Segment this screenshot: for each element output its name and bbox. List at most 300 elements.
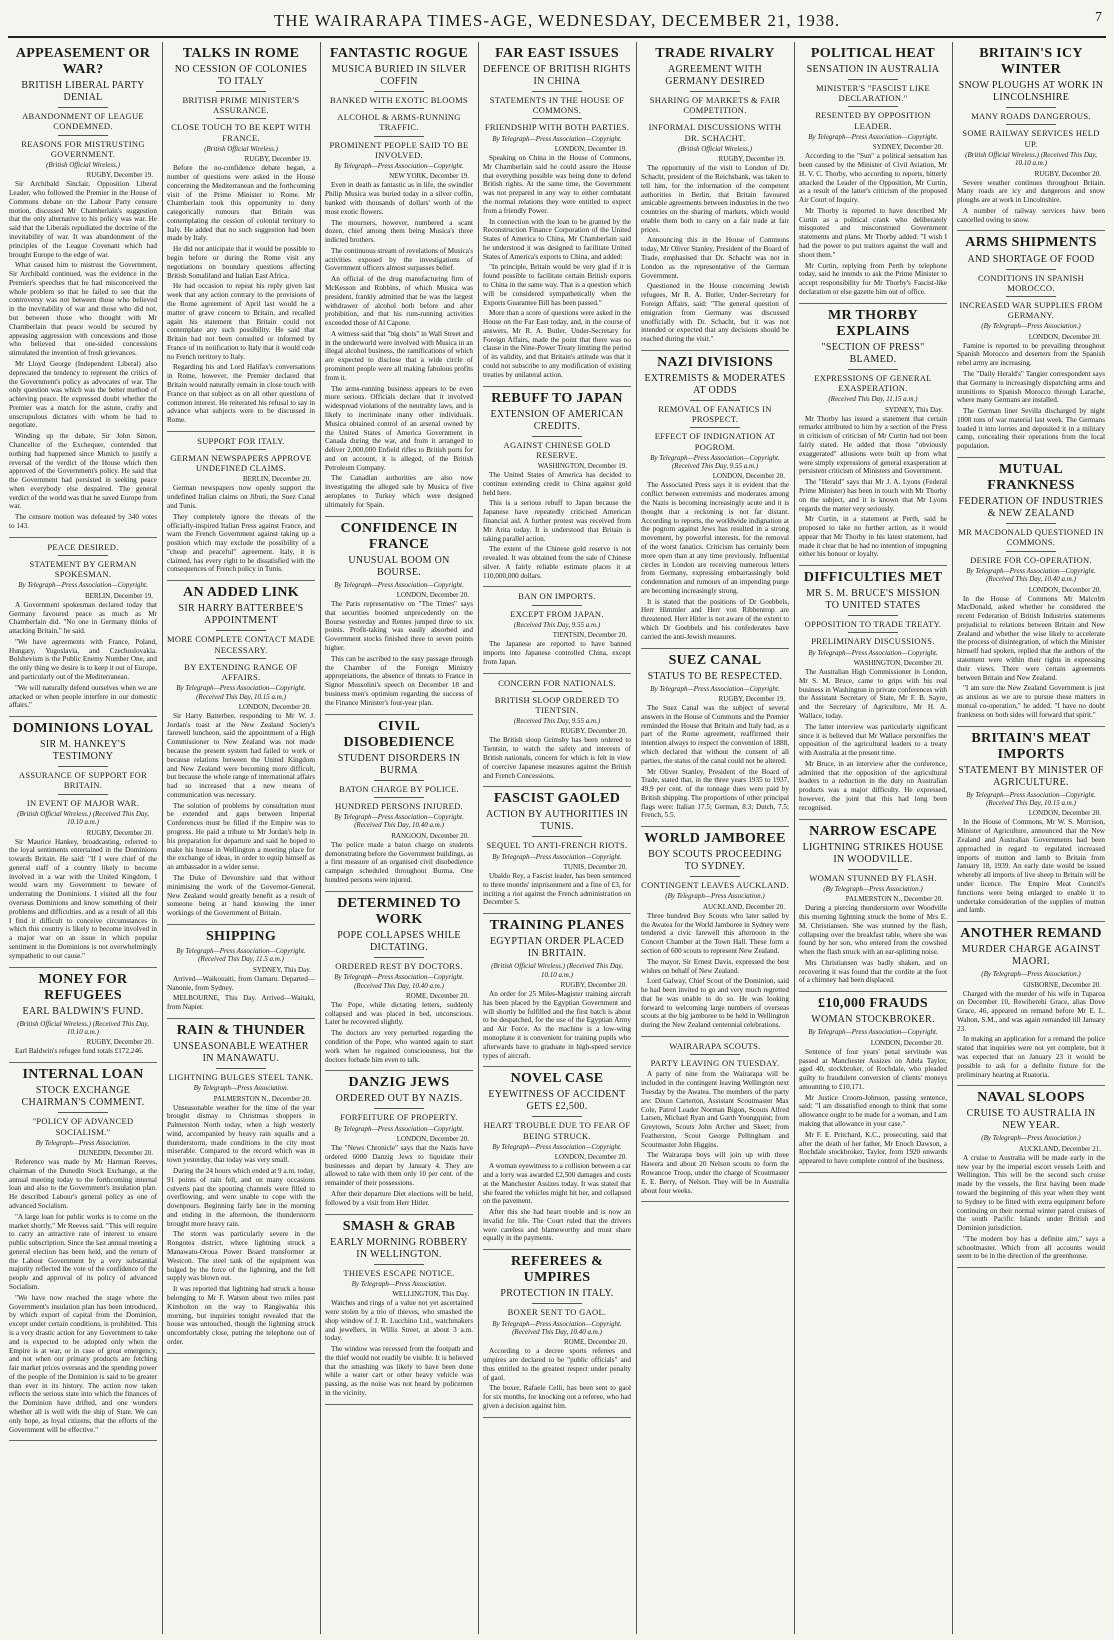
newspaper-column [6,42,160,1634]
article-paragraph: In connection with the loan to be granted by the Reconstruction Finance Corporation of the United States of America to China, Mr Chamberlain said he understood it was designed to facilitate United States of America's exports to China, and added: [483,217,631,261]
article-byline: (Received This Day, 9.55 a.m.) [513,717,601,726]
article-paragraph: A number of railway services have been cancelled owing to snow. [957,206,1105,224]
article-headline: RAIN & THUNDER [176,1022,306,1038]
article-paragraph: The police made a baton charge on students demonstrating before the Government buildings, as a first measure of an organised civil disobedience campaign scheduled throughout Burma. One hundred persons were injured. [325,840,473,884]
article-headline: AN ADDED LINK [183,585,299,601]
article-paragraph: He had occasion to repeat his reply given last week that any action contrary to the provisions of the Rome agreement of April last would be a matter of grave concern to Britain, and recalled again his statement that Britain could not contemplate any such possibility. He said that Britain had not been consulted or informed by France of its notification to Italy that it would cede no French territory to Italy. [167,282,315,361]
divider [216,1068,266,1069]
column-rule [162,42,163,1634]
divider [532,91,582,92]
article-headline: SHIPPING [205,928,277,944]
article-dateline: LONDON, December 20. [554,1153,627,1162]
article-paragraph: This is a serious rebuff to Japan because the Japanese have repeatedly criticised American financial aid. A further protest was received from Mr Arita today. It is understood that Britain is taking parallel action. [483,499,631,543]
article-dateline: SYDNEY, This Day. [252,965,311,974]
article [483,918,631,1067]
article-subheading: POPE COLLAPSES WHILE DICTATING. [337,929,461,953]
article-paragraph: Severe weather continues throughout Britain. Many roads are icy and dangerous and snow ploughs are at work in Lincolnshire. [957,178,1105,205]
article-subheading: BRITISH SLOOP ORDERED TO TIENTSIN. [494,694,620,715]
article-paragraph: The Suez Canal was the subject of several answers in the House of Commons and the Premier reminded the House that Britain and Italy had, as a part of the Rome agreement, reaffirmed their intention always to respect the convention of 1888, which declared that without the consent of all parties, the status of the canal could not be altered. [641,704,789,765]
article-paragraph: Even in death as fantastic as in life, the swindler Philip Musica was buried today in a silver coffin, banked with thousands of dollars' worth of the most exotic flowers. [325,181,473,216]
article-paragraph: More than a score of questions were asked in the House on the Far East today, and, in the course of answers, Mr R. A. Butler, Under-Secretary for Foreign Affairs, made the point that there was no clause in the Nine-Power Treaty limiting the period of its validity, and that Britain's attitude was that it could not subscribe to any modification of existing treaties by unilateral action. [483,309,631,379]
article-paragraph: During the 24 hours which ended at 9 a.m. today, 91 points of rain fell, and on many occasions culverts past the spouting channels were filled to overflowing, and were unable to cope with the downpours. Beginning fairly late in the morning and ending in the afternoon, the thunderstorm brought more heavy rain. [167,1167,315,1228]
article-paragraph: Unseasonable weather for the time of the year brought dismay to Christmas shoppers in Palmerston North today, when a high westerly wind, accompanied by heavy rain squalls and a thunderstorm, made conditions in the city most miserable. Compared to the record which was in town yesterday, that today was very small. [167,1103,315,1165]
article-paragraph: The British sloop Grimsby has been ordered to Tientsin, to watch the safety and interests of British nationals, concern for which is felt in view of coercive Japanese measures against the British and French Concessions. [483,736,631,780]
article-dateline: TIENTSIN, December 20. [552,631,627,640]
article-paragraph: A Government spokesman declared today that Germany favoured peace as much as Mr Chamberlain did. "No one in Germany thinks of attacking Britain," he said. [9,600,157,636]
article-subheading: MR S. M. BRUCE'S MISSION TO UNITED STATES [805,588,941,612]
divider [216,449,266,450]
article-subheading: PROTECTION IN ITALY. [500,1288,614,1300]
divider [690,427,740,428]
article [483,1071,631,1250]
article-paragraph: The doctors are very perturbed regarding the condition of the Pope, who wanted again to start work when he regained consciousness, but the doctors forbade him even to talk. [325,1029,473,1064]
article-paragraph: The continuous stream of revelations of Musica's activities exposed by the investigations of Government officers almost surpasses belief. [325,246,473,273]
article-paragraph: Reference was made by Mr Harman Reeves, chairman of the Dunedin Stock Exchange, at the annual meeting today to the forthcoming internal loan and also to the Government's insulation plan. He described Labour's general policy as one of advanced Socialism. [9,1158,157,1211]
newspaper-column [322,42,476,1634]
article-subheading: INCREASED WAR SUPPLIES FROM GERMANY. [959,299,1103,321]
article-dateline: PALMERSTON N., December 20. [845,895,943,904]
article-paragraph: Mr F. E. Pritchard, K.C., prosecuting, said that after the death of her father, Mr Enoch Dawson, a Rochdale stockbroker, Taylor, from 1920 onwards appeared to have complete control of the business. [799,1130,947,1166]
article-byline: (British Official Wireless.) (Received This Day, 10.10 a.m.) [965,150,1097,168]
article-paragraph: Regarding his and Lord Halifax's conversations in Rome, however, the Premier declared that Britain would naturally remain in close touch with France on that subject as on all other questions of common interest. He reiterated his refusal to say in advance what subjects were to be discussed in Rome. [167,363,315,425]
article [325,1219,473,1405]
article-subheading: STATEMENTS IN THE HOUSE OF COMMONS. [489,95,625,116]
article-paragraph: Before the no-confidence debate began, a number of questions were asked in the House concerning the Mediterranean and the forthcoming visit of the Prime Minister to Rome. Mr Chamberlain took this opportunity to deny categorically rumours that Britain was contemplating the cession of colonial territory to Italy. He added that no such suggestion had been made by Italy. [167,164,315,243]
article-paragraph: Mr Lloyd George (Independent Liberal) also deprecated the tendency to represent the critics of the Government's policy as advocates of war. The only question was which was the better method of achieving peace. He expressed doubt whether the Premier was a match for the astute, crafty and unscrupulous dictators with whom he had to negotiate. [9,359,157,430]
article-paragraph: The extent of the Chinese gold reserve is not revealed. It was obtained from the sale of Chinese silver. A fairly reliable estimate places it at 110,000,000 dollars. [483,545,631,580]
article-dateline: NEW YORK, December 19. [389,172,469,181]
article-dateline: TUNIS, December 20. [563,863,627,872]
article-paragraph: Sentence of four years' penal servitude was passed at Manchester Assizes on Adela Taylor, aged 40, stockbroker, of Rochdale, who pleaded guilty to fraudulent conversion of clients' moneys amounting to £10,171. [799,1047,947,1091]
article-headline: CIVIL DISOBEDIENCE [343,718,455,750]
article [325,521,473,715]
article-dateline: LONDON, December 20. [712,472,785,481]
divider [1006,124,1056,125]
divider [690,91,740,92]
article-paragraph: The United States of America has decided to continue extending credit to China against gold held here. [483,471,631,497]
article-paragraph: The Wairarapa boys will join up with three Hawera and about 20 Nelson scouts to form the Rowancoe Troop, under the charge of Scoutmaster E. E. Berry, of Nelson. They will be in Australia about four weeks. [641,1151,789,1195]
article-headline: £10,000 FRAUDS [818,996,928,1012]
article [9,721,157,967]
article-byline: By Telegraph—Press Association—Copyright. [18,581,148,590]
article-subheading: ACTION BY AUTHORITIES IN TUNIS. [485,809,629,833]
article-subheading: UNUSUAL BOOM ON BOURSE. [348,554,450,578]
article-headline: INTERNAL LOAN [22,1067,144,1083]
article-paragraph: The arms-running business appears to be even more serious. Officials declare that it involved widespread violations of the neutrality laws, and is likely to incriminate many other individuals. Musica obtained control of an arsenal owned by the United States of America Government in Canada during the war, and from it arranged to deliver 2,000,000 Enfield rifles to British ports for and on account, it is alleged, of the British Petroleum Company. [325,384,473,472]
article-paragraph: Lord Galway, Chief Scout of the Dominion, said he had been invited to go and very much regretted that he was unable to do so. He was looking forward to welcoming large numbers of overseas scouts at the big jamboree to be held in Wellington during the New Zealand centennial celebrations. [641,977,789,1030]
article-paragraph: Questioned in the House concerning Jewish refugees, Mr R. A. Butler, Under-Secretary for Foreign Affairs, said: "The general question of emigration from Germany was discussed unofficially with Dr. Schacht, but it was not intended or expected that any decisions should be reached during the visit." [641,282,789,344]
divider [848,79,898,80]
article-dateline: ROME, December 20. [564,1338,627,1347]
article-headline: NAZI DIVISIONS [657,354,773,370]
article-paragraph: Earl Baldwin's refugee fund totals £172,246. [15,1047,144,1056]
article-subheading: "POLICY OF ADVANCED SOCIALISM." [32,1116,134,1137]
divider [374,797,424,798]
article-paragraph: The Duke of Devonshire said that without minimising the work of the Governor-General, New Zealand would greatly benefit as a result of someone being at hand knowing the inner workings of the Government of Britain. [167,873,315,918]
article-paragraph: In the House of Commons Mr Malcolm MacDonald, asked whether he considered the recent Federation of British Industries statements prejudicial to relations between Britain and New Zealand and whether the wise likely to accelerate the process of disintegration, of which the Minister himself had spoken, replied that the authors of the statement were within their rights in expressing their views. There were certain agreements between Britain and New Zealand. [957,594,1105,682]
article-headline: SMASH & GRAB [342,1218,456,1234]
article-byline: By Telegraph—Press Association—Copyright. (Received This Day, 10.40 a.m.) [966,566,1096,584]
article [167,1023,315,1354]
divider [58,794,108,795]
divider [690,1054,740,1055]
article [9,972,157,1064]
article-subheading: REASONS FOR MISTRUSTING GOVERNMENT. [21,138,145,159]
article-paragraph: "We have now reached the stage where the Government's insulation plan has been introduced, by which export of capital from the Dominion, except under certain conditions, is prohibited. This is a very drastic action for any Government to take and is expected to be adopted only when the Empire is at war, or in case of great emergency, and not when our primary products are fetching fair market prices overseas and the spending power of the people of the Dominion is said to be greater than ever in its history. The action now taken reflects the serious state into which the finances of the Dominion have drifted, and one wonders whether all is well with the ship of State. We can only hope, as loyal citizens, that the efforts of the Government will be effective." [9,1293,157,1434]
article-headline: NARROW ESCAPE [809,823,937,839]
article-dateline: RUGBY, December 19. [244,155,311,164]
article-byline: By Telegraph—Press Association—Copyright. [808,648,938,657]
article-paragraph: The latter interview was particularly significant since it is believed that Mr Wallace personifies the opposition of the agricultural leaders to a treaty with Australia at the present time. [799,722,947,758]
article-paragraph: They completely ignore the threats of the officially-inspired Italian Press against France, and warn the French Government against taking up a position which may exclude the possibility of a "cheap and peaceful" agreement. Italy, it is claimed, has every right to be dissatisfied with the consequences of French policy in Tunis. [167,512,315,574]
article-paragraph: The mourners, however, numbered a scant dozen, chief among them being Musica's three indicted brothers. [325,218,473,245]
article-byline: By Telegraph—Press Association—Copyright. [808,1028,938,1037]
article-paragraph: A woman eyewitness to a collision between a car and a lorry was awarded £2,500 damages and costs at the Manchester Assizes today. It was stated that she feared the vehicles might hit her, and collapsed on the pavement. [483,1162,631,1206]
article-subheading: BOXER SENT TO GAOL. [507,1307,607,1318]
article-paragraph: "We will naturally defend ourselves when we are attacked or when people interfere in our domestic affairs." [9,683,157,710]
article-paragraph: Mr Curtin, replying from Perth by telephone today, said he intends to ask the Prime Minister to accept responsibility for Mr Thorby's Fascist-like declaration or else gazette him out of office. [799,261,947,296]
divider [58,135,108,136]
article-dateline: PALMERSTON N., December 20. [213,1094,311,1103]
article-byline: By Telegraph—Press Association—Copyright. (Received This Day, 9.55 a.m.) [650,453,780,471]
article-dateline: WASHINGTON, December 19. [537,462,627,471]
divider [690,876,740,877]
article [957,462,1105,726]
article-subheading: BAN ON IMPORTS. [518,591,596,602]
article-paragraph: The German liner Sevilla discharged by night 1000 tons of war material last week. The Germans loaded it into lorries and deposited it in a military camp, concealing their operations from the local population. [957,407,1105,451]
article [641,831,789,1037]
divider [532,836,582,837]
article-paragraph: After this she had heart trouble and is now an invalid for life. The Court ruled that the drivers were careless and blameworthy and must share equally in the payments. [483,1208,631,1243]
article-headline: ARMS SHIPMENTS [965,235,1097,251]
article-subheading: REMOVAL OF FANATICS IN PROSPECT. [658,403,772,425]
article-subheading: EARL BALDWIN'S FUND. [22,1005,144,1017]
divider [532,605,582,606]
article-paragraph: "In principle, Britain would be very glad if it is found possible to facilitate certain British exports to China in the same way. That is a question which will be considered sympathetically when the Exports Guarantee Bill has been passed." [483,263,631,307]
article-paragraph: Sir Harry Batterbee, responding to Mr W. J. Jordan's toast at the New Zealand Society's farewell luncheon, said the appointment of a High Commissioner to New Zealand was not made because the present system had failed to work or because relations between the United Kingdom and New Zealand were becoming more difficult, but because the whole range of international affairs had so increased that a new means of communication was necessary. [167,711,315,799]
article-subheading: MR MACDONALD QUESTIONED IN COMMONS. [958,527,1104,548]
article-subheading: SENSATION IN AUSTRALIA [806,64,940,76]
article-headline: SUEZ CANAL [668,652,762,668]
article-byline: (British Official Wireless.) (Received This Day, 10.10 a.m.) [17,809,149,827]
article-dateline: RUGBY, December 20. [1034,169,1101,178]
article-paragraph: MELBOURNE, This Day. Arrived—Waitaki, from Napier. [167,994,315,1012]
article-paragraph: The "News Chronicle" says that the Nazis have ordered 6000 Danzig Jews to liquidate their businesses and depart by January 4. They are allowed to take with them only 10 per cent. of the remainder of their possessions. [325,1144,473,1188]
article-subheading: EGYPTIAN ORDER PLACED IN BRITAIN. [489,936,625,960]
article [483,678,631,788]
article-subheading: AND SHORTAGE OF FOOD [967,253,1095,265]
article-byline: By Telegraph—Press Association—Copyright. [492,1142,622,1151]
article-paragraph: The "Daily Herald's" Tangier correspondent says that Germany is increasingly dispatching arms and munitions to Spanish Morocco through Larache, where many Germans are installed. [957,370,1105,405]
article-paragraph: The window was recessed from the footpath and the thief would not readily be visible. It is believed that the smashing was likely to have been done while a water cart or other heavy vehicle was passing, as the noise was not heard by policemen in the vicinity. [325,1345,473,1397]
divider [690,118,740,119]
article-byline: By Telegraph—Press Association—Copyright. (Received This Day, 10.40 a.m.) [334,973,464,990]
article-paragraph: The solution of problems by consultation must be extended and gaps between Imperial Conferences must be filled if the Empire was to progress. He paid a tribute to Mr Jordan's help in his preparation for departure and said he hoped to make his house in Wellington a meeting place for the exchange of ideas, in order to equip himself as an ambassador in a wider sense. [167,801,315,872]
article-subheading: EARLY MORNING ROBBERY IN WELLINGTON. [330,1236,468,1260]
article [957,235,1105,458]
article [799,570,947,819]
divider [374,91,424,92]
article-subheading: CONTINGENT LEAVES AUCKLAND. [641,880,789,891]
article-paragraph: German newspapers now openly support the undefined Italian claims on Jibuti, the Suez Canal and Tunis. [167,484,315,511]
article-byline: (British Official Wireless.) [678,144,752,153]
article-paragraph: An official of the drug manufacturing firm of McKesson and Robbins, of which Musica was president, frankly admitted that he was the largest withdrawer of alcohol both before and after prohibition, and that his rum-running activities exceeded those of Al Capone. [325,275,473,328]
article-byline: (Received This Day, 11.15 a.m.) [828,395,918,404]
article-subheading: NO CESSION OF COLONIES TO ITALY [174,64,308,88]
article [799,46,947,304]
article-subheading: INFORMAL DISCUSSIONS WITH DR. SCHACHT. [648,122,782,143]
article [167,46,315,432]
article-paragraph: The Canadian authorities are also now investigating the alleged sale by Musica of five aeroplanes to Turkey which were designed ultimately for Spain. [325,474,473,509]
article-subheading: CONDITIONS IN SPANISH MOROCCO. [977,272,1085,293]
article-dateline: GISBORNE, December 20. [1023,980,1101,989]
article-headline: CONFIDENCE IN FRANCE [340,520,458,552]
article-subheading: SNOW PLOUGHS AT WORK IN LINCOLNSHIRE [958,80,1104,104]
article-paragraph: It was reported that lightning had struck a house belonging to Mr F. Watson about two miles past Kimbolton on the way to Rangiwahia this morning, but inquiries tonight revealed that the house was untouched, though the lightning struck uncomfortably close, putting the telephone out of order. [167,1285,315,1346]
article-paragraph: It is stated that the positions of Dr Goebbels, Herr Himmler and Herr von Ribbentrop are threatened. Herr Hitler is not aware of the extent to which Dr Goebbels and his confederates have carried the anti-Jewish measures. [641,597,789,641]
article-paragraph: Arrived—Waikouaiti, from Oamaru. Departed—Nanonie, from Sydney. [167,974,315,992]
article-dateline: RUGBY, December 19. [718,695,785,704]
article-subheading: ORDERED OUT BY NAZIS. [335,1093,463,1105]
article-subheading: STATUS TO BE RESPECTED. [647,670,783,682]
divider [848,615,898,616]
article [957,731,1105,923]
article-dateline: WASHINGTON, December 20. [853,659,943,668]
article-headline: TRAINING PLANES [489,918,625,934]
article-subheading: MINISTER'S "FASCIST LIKE DECLARATION." [816,83,930,104]
divider [532,436,582,437]
article-subheading: ORDERED REST BY DOCTORS. [335,960,463,971]
article-subheading: MANY ROADS DANGEROUS. [971,111,1091,122]
article-dateline: RANGOON, December 20. [391,831,469,840]
article-byline: By Telegraph—Press Association—Copyright. [334,580,464,589]
article-paragraph: This can be ascribed to the easy passage through the Chamber of the Foreign Ministry appropriations, the absence of threats to France in Signor Mussolini's speech on December 18 and business men's optimism regarding the success of the Finance Minister's four-year plan. [325,654,473,707]
article-subheading: EFFECT OF INDIGNATION AT POGROM. [654,431,776,452]
article-dateline: SYDNEY, December 20. [872,143,943,152]
article-dateline: LONDON, December 20. [396,1135,469,1144]
article-subheading: HUNDRED PERSONS INJURED. [335,800,463,811]
article-paragraph: An order for 25 Miles-Magister training aircraft has been placed by the Egyptian Government and will shortly be fulfilled and the first batch is about to be despatched, for the use of the Egyptian Army and Air Force. As the machine is a low-wing monoplane it is convenient for training pupils who afterwards have to graduate in high-speed service types of aircraft. [483,990,631,1060]
article-paragraph: During a piercing thunderstorm over Woodville this morning lightning struck the home of Mrs E. M. Christiansen. She was stunned by the flash, collapsing over the breakfast table, where she was found by her son, who entered from the cowshed when the flash struck with an ear-splitting noise. [799,904,947,957]
divider [216,658,266,659]
article-subheading: WOMAN STUNNED BY FLASH. [809,872,937,883]
article-subheading: OPPOSITION TO TRADE TREATY. [804,619,942,630]
divider [374,780,424,781]
article-paragraph: The "Herald" says that Mr J. A. Lyons (Federal Prime Minister) has been in touch with Mr Thorby on the subject, and it is known that Mr Lyons regards the matter very seriously. [799,478,947,513]
article [9,46,157,538]
article-subheading: DESIRE FOR CO-OPERATION. [970,554,1092,565]
divider [58,107,108,108]
article-headline: MUTUAL FRANKNESS [987,462,1075,494]
article [799,824,947,993]
article [799,996,947,1173]
article [167,585,315,925]
divider [848,106,898,107]
article-paragraph: Mr Oliver Stanley, President of the Board of Trade, stated that, in the three years 1935 to 1937, 49.9 per cent. of the tonnage dues were paid by British shipping. The proportions of other principal flags were: Italian 17.5; German, 8.3; Dutch, 7.5; French, 5.5. [641,767,789,820]
page-number: 7 [1095,10,1102,25]
article-headline: DETERMINED TO WORK [337,895,461,927]
article-dateline: AUCKLAND, December 21. [1018,1144,1101,1153]
article-dateline: RUGBY, December 20. [86,828,153,837]
article-paragraph: Ubaldo Rey, a Fascist leader, has been sentenced to three months' imprisonment and a fine of £3, for inciting a riot against the French administration on December 5. [483,872,631,907]
divider [532,1303,582,1304]
article-subheading: ASSURANCE OF SUPPORT FOR BRITAIN. [18,770,148,791]
article [9,542,157,717]
article-paragraph: Watches and rings of a value not yet ascertained were stolen by a trio of thieves, who smashed the shop window of J. R. Lucchino Ltd., watchmakers and jewellers, in Willis Street, at about 3 a.m. today. [325,1299,473,1343]
article-byline: (By Telegraph—Press Association.) [981,970,1081,979]
article-paragraph: A cruise to Australia will be made early in the new year by the imperial escort vessels Leith and Wellington. This will be the second such cruise made by the vessels, the first having been made toward the beginning of this year when they went to Sydney to be fitted with extra equipment before continuing on their normal winter patrol cruises of the south Pacific Islands under British and Dominion jurisdiction. [957,1153,1105,1233]
article [957,46,1105,231]
article-dateline: LONDON, December 19. [554,145,627,154]
article-paragraph: The censure motion was defeated by 340 votes to 143. [9,513,157,531]
article [483,591,631,673]
article-headline: ANOTHER REMAND [960,926,1102,942]
article-paragraph: "We have agreements with France, Poland, Hungary, Yugoslavia, and Czechoslovakia. Bolshevism is the Public Enemy Number One, and the only thing we desire is to keep it out of Europe, and particularly out of the Mediterranean. [9,637,157,681]
divider [216,91,266,92]
article-paragraph: The Pope, while dictating letters, suddenly collapsed and was placed in bed, unconscious. Later he recovered slightly. [325,1000,473,1027]
article-paragraph: What caused him to mistrust the Government, Sir Archibald continued, was the evidence in the Premier's speeches that he had misconceived the whole problem so that he failed to see that the controversy was not between those who believed in the inevitability of war and those who did not, but between those who thought with Mr Chamberlain that peace would be secured by appeasing aggression with concessions and those who believed that one-sided concessions stimulated the invention of fresh grievances. [9,261,157,358]
article-dateline: LONDON, December 20. [870,1038,943,1047]
article-paragraph: He did not anticipate that it would be possible to begin before or during the Rome visit any negotiations on boundary questions affecting British Somaliland and Italian East Africa. [167,245,315,280]
article-subheading: DEFENCE OF BRITISH RIGHTS IN CHINA [483,64,631,88]
article-dateline: RUGBY, December 19. [86,171,153,180]
article-byline: By Telegraph—Press Association—Copyright. (Received This Day, 10.15 a.m.) [176,684,306,701]
article-byline: (Received This Day, 9.55 a.m.) [513,620,601,629]
article-dateline: LONDON, December 20. [1028,809,1101,818]
newspaper-title: THE WAIRARAPA TIMES-AGE, WEDNESDAY, DECEMBER 21, 1938. [273,11,841,30]
article-subheading: BY EXTENDING RANGE OF AFFAIRS. [184,661,298,682]
article [325,46,473,517]
article-headline: DIFFICULTIES MET [803,570,943,586]
article-subheading: BANKED WITH EXOTIC BLOOMS [330,95,468,106]
article-paragraph: "A large loan for public works is to come on the market shortly," Mr Reeves said. "This will require to carry an attractive rate of interest to ensure public subscription. Since the last annual meeting a general election has been held, and the return of the Labour Government by a very substantial majority reflected the vote of the confidence of the people and approval of its policy of advanced Socialism. [9,1212,157,1292]
masthead [8,6,1106,38]
article-headline: REBUFF TO JAPAN [491,390,623,406]
article-subheading: EXTENSION OF AMERICAN CREDITS. [490,408,624,432]
divider [1006,551,1056,552]
article-byline: (British Official Wireless.) [204,144,278,153]
divider [1006,107,1056,108]
article-subheading: EYEWITNESS OF ACCIDENT GETS £2,500. [488,1089,626,1113]
article-byline: (British Official Wireless.) (Received This Day, 10.10 a.m.) [491,962,623,979]
article-paragraph: "The modern boy has a definite aim," says a schoolmaster. Which from all accounts would seem to be in the direction of the greenhouse. [957,1234,1105,1261]
article [167,436,315,581]
article-headline: REFEREES & UMPIRES [510,1254,604,1286]
article-paragraph: Sir Archibald Sinclair, Opposition Liberal Leader, who followed the Premier in the House of Commons debate on the Labour Party censure motion, discussed Mr Chamberlain's suggestion that the only alternative to his policy was war. He said that the Liberals repudiated the doctrine of the inevitability of war. It was abandonment of the principles of the League Covenant which had brought Europe to the edge of war. [9,180,157,259]
article-byline: By Telegraph—Press Association. [351,1279,447,1288]
article-dateline: LONDON, December 20. [238,702,311,711]
article-paragraph: Mr Justice Croom-Johnson, passing sentence, said: "I am dissatisfied enough to think that some allowance ought to be made for a woman, and I am making that allowance in your case." [799,1093,947,1128]
divider [848,369,898,370]
divider [58,1112,108,1113]
article-headline: APPEASEMENT OR WAR? [15,46,151,78]
divider [1006,269,1056,270]
article-paragraph: In the House of Commons, Mr W. S. Morrison, Minister of Agriculture, announced that the New Zealand and Australian Governments had been approached in regard to regulated increased imports of mutton and lamb to Britain from January 18, 1939. An early date would be issued whereby all imports of live sheep to Britain will be under licence. The Empire Meat Council's functions were being enlarged to enable it to undertake consideration of the supplies of mutton and lamb. [957,818,1105,915]
article-subheading: SIR M. HANKEY'S TESTIMONY [39,739,127,763]
article-byline: (By Telegraph—Press Association.) [665,892,765,901]
article-paragraph: The Australian High Commissioner in London, Mr S. M. Bruce, came to grips with his real business in Washington in private conferences with the Assistant Secretary of State, Mr F. B. Sayre, and the Secretary of Agriculture, Mr H. A. Wallace, today. [799,668,947,720]
article [483,46,631,387]
article [483,1254,631,1418]
article [483,391,631,588]
article [325,896,473,1072]
divider [374,1264,424,1265]
article-subheading: EXCEPT FROM JAPAN. [510,608,604,619]
article [167,929,315,1019]
article-byline: By Telegraph—Press Association—Copyright. [808,132,938,141]
article-dateline: WELLINGTON, This Day. [392,1290,469,1299]
article-dateline: ROME, December 20. [406,991,469,1000]
article-paragraph: According to a decree sports referees and umpires are declared to be "public officials" and thus entitled to the greatest respect under penalty of gaol. [483,1347,631,1382]
article-byline: (By Telegraph—Press Association.) [981,1134,1081,1143]
article-paragraph: The Paris representative on "The Times" says that securities boomed unprecedently on the Bourse yesterday and Rentes jumped three to six points. Profit-taking was easily absorbed and Government stocks finished three to seven points higher. [325,600,473,653]
article [799,308,947,566]
article-paragraph: The storm was particularly severe in the Rongotea district, where lightning struck a Manawatu-Oroua Power Board transformer at Westcott. The steel tank of the equipment was bulged by the force of the lightning, and the fell supply was blown out. [167,1230,315,1283]
article-byline: By Telegraph—Press Association—Copyright. (Received This Day, 10.40 a.m.) [334,813,464,830]
article-byline: (British Official Wireless.) (Received This Day, 10.10 a.m.) [17,1019,149,1037]
article-headline: DANZIG JEWS [348,1075,450,1091]
article-subheading: RESENTED BY OPPOSITION LEADER. [815,110,931,131]
article-dateline: RUGBY, December 20. [560,727,627,736]
article-byline: By Telegraph—Press Association—Copyright. [650,684,780,693]
article-dateline: AUCKLAND, December 20. [702,902,785,911]
article-paragraph: Charged with the murder of his wife in Tuparoa on December 10, Rewiherehi Grace, alias Dove Grace, 46, appeared on remand before Mr E. L. Walton, S.M., and was again remanded till January 23. [957,989,1105,1033]
article-subheading: WOMAN STOCKBROKER. [811,1014,935,1026]
article [957,926,1105,1086]
article-byline: (By Telegraph—Press Association.) [981,322,1081,331]
article-subheading: STUDENT DISORDERS IN BURMA [337,752,461,776]
divider [532,1116,582,1117]
article-subheading: FORFEITURE OF PROPERTY. [340,1112,458,1123]
divider [374,136,424,137]
article [325,1075,473,1214]
article-subheading: PEACE DESIRED. [47,541,119,552]
article-byline: By Telegraph—Press Association. [35,1138,131,1147]
article-subheading: PROMINENT PEOPLE SAID TO BE INVOLVED. [329,139,469,160]
article-headline: DOMINIONS LOYAL [12,721,154,737]
divider [216,630,266,631]
article [483,791,631,914]
article-dateline: DUNEDIN, December 20. [78,1149,153,1158]
article-subheading: LIGHTNING STRIKES HOUSE IN WOODVILLE. [802,841,944,865]
article-paragraph: Mrs Christiansen was badly shaken, and on recovering it was found that the cordite at the foot of a chimney had been displaced. [799,958,947,985]
article-paragraph: "I am sure the New Zealand Government is just as anxious as we are to pursue these matters in mutual co-operation," he added. "I have no doubt frankness on both sides will forward that spirit." [957,684,1105,719]
divider [216,118,266,119]
article-byline: By Telegraph—Press Association—Copyright. [334,1124,464,1133]
article [957,1090,1105,1268]
article-subheading: ALCOHOL & ARMS-RUNNING TRAFFIC. [337,112,461,133]
article-subheading: AGREEMENT WITH GERMANY DESIRED [665,64,765,88]
divider [848,632,898,633]
divider [374,108,424,109]
article-byline: By Telegraph—Press Association—Copyright. [334,162,464,171]
article-subheading: SEQUEL TO ANTI-FRENCH RIOTS. [486,840,628,851]
article-subheading: "SECTION OF PRESS" BLAMED. [821,341,925,365]
article-paragraph: Mr Thorby has issued a statement that certain remarks attributed to him by a section of the Press in criticism of criticism of Mr Curtin had not been fairly stated. He added that those "obviously exaggerated" allusions were built up from what were simply expressions of general exasperation at persistent criticism of Ministers and Government. [799,414,947,476]
article-dateline: LONDON, December 20. [396,591,469,600]
article-subheading: BATON CHARGE BY POLICE. [339,783,459,794]
article-dateline: RUGBY, December 20. [560,981,627,990]
article-paragraph: Famine is reported to be prevailing throughout Spanish Morocco and deserters from the Spanish rebel army are increasing. [957,341,1105,368]
article-subheading: STOCK EXCHANGE CHAIRMAN'S COMMENT. [21,1085,145,1109]
article-headline: BRITAIN'S MEAT IMPORTS [971,730,1091,762]
article-dateline: BERLIN, December 20. [242,475,311,484]
article-paragraph: A party of nine from the Wairarapa will be included in the contingent leaving Wellington next Tuesday by the Awatea. The members of the party are: Dixon Carterton, Assistant Scoutmaster Max Cole, Patrol Leader Norman Bigon, Scouts Alfred Larsen, Michael Ryan and Garth Youngquist; from Greytown, Scouts John Archer and Skeet; from Featherston, Scout George Pellingham and Scoutmaster John Higgins. [641,1070,789,1149]
article-paragraph: Speaking on China in the House of Commons, Mr Chamberlain said he could assure the House that everything possible was being done to defend British rights. At the same time, the Government was not prepared in any way to either combatant the normal relations they were entitled to expect from a friendly Power. [483,154,631,215]
divider [1006,296,1056,297]
article-subheading: SHARING OF MARKETS & FAIR COMPETITION. [649,95,781,116]
article-subheading: THIEVES ESCAPE NOTICE. [343,1267,455,1278]
